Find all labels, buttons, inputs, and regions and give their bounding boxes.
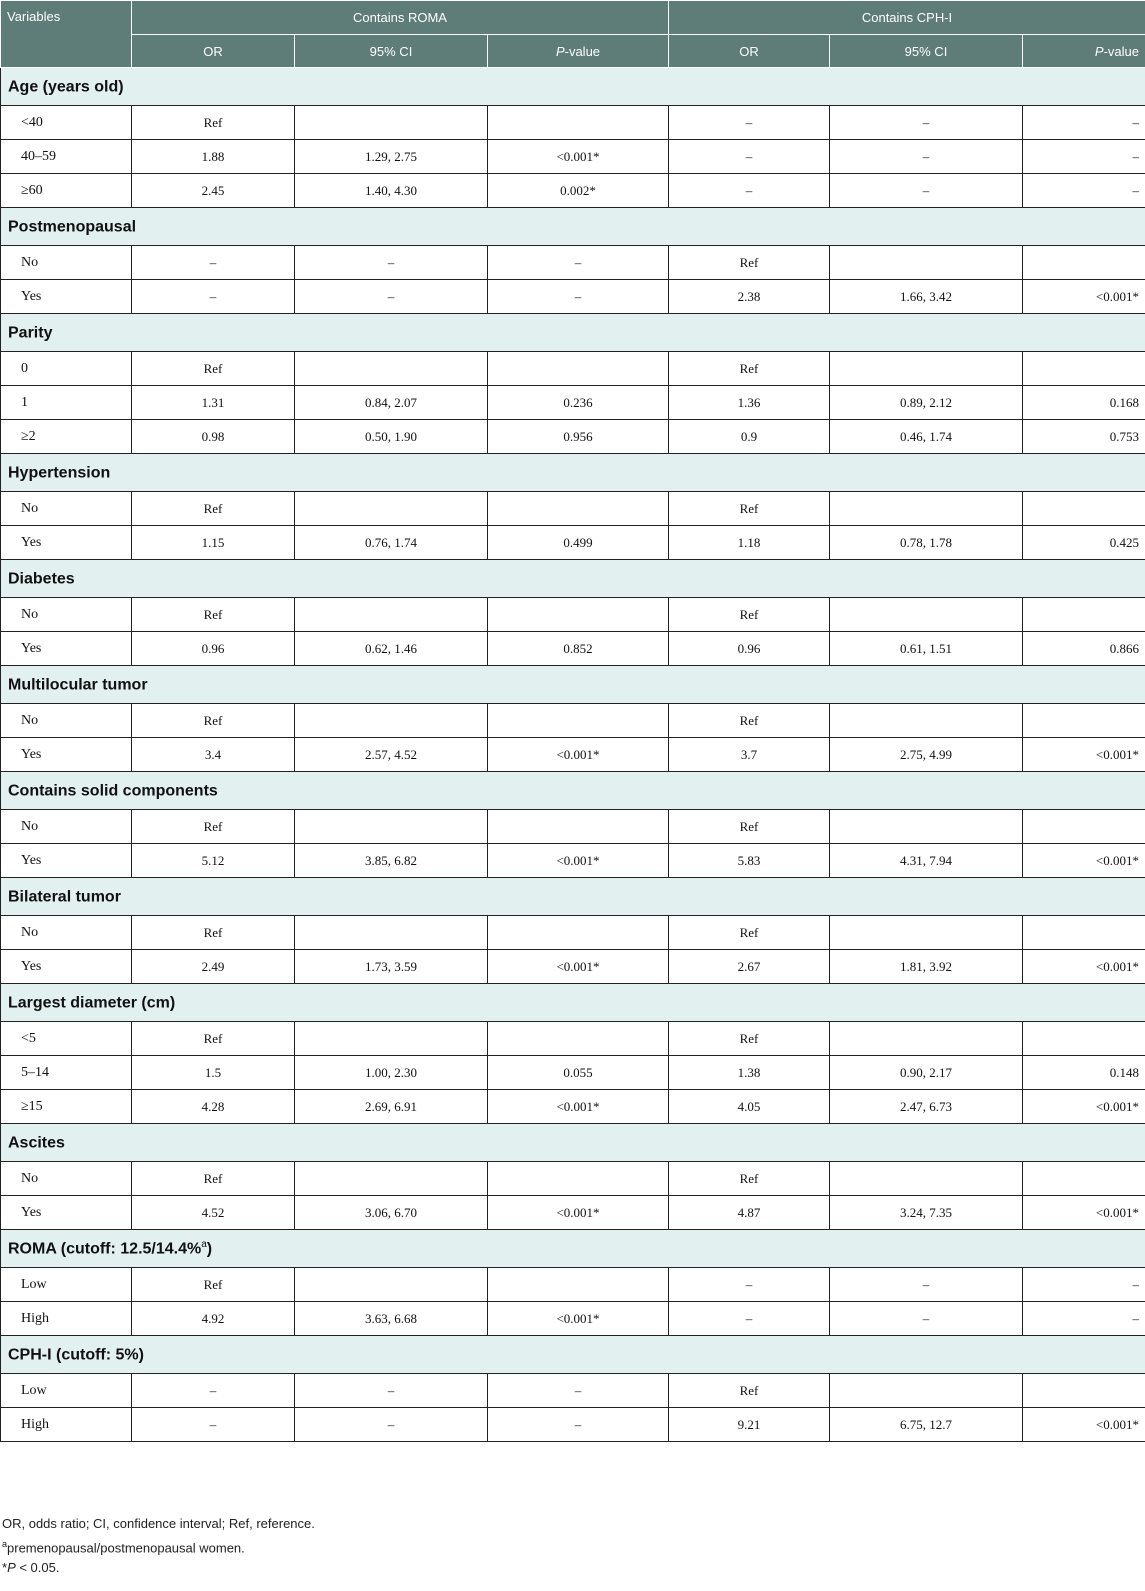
- variable-label-cell: High: [1, 1408, 132, 1442]
- cph-ci-cell: [830, 246, 1023, 280]
- section-title: [1, 560, 1145, 598]
- table-row: [1, 280, 1145, 314]
- section-header-row: [1, 984, 1145, 1022]
- cph-or-cell: Ref: [669, 246, 830, 280]
- cph-ci-cell: 0.78, 1.78: [830, 526, 1023, 560]
- section-title: [1, 772, 1145, 810]
- table-row: [1, 174, 1145, 208]
- roma-p-cell: [488, 492, 669, 526]
- section-header-row: [1, 1124, 1145, 1162]
- cph-or-cell: –: [669, 1268, 830, 1302]
- cph-or-cell: –: [669, 1302, 830, 1336]
- footnote-a: [2, 1534, 1145, 1558]
- roma-or-cell: Ref: [132, 1162, 295, 1196]
- roma-ci-cell: [295, 106, 488, 140]
- roma-ci-cell: 0.84, 2.07: [295, 386, 488, 420]
- roma-p-cell: [488, 1268, 669, 1302]
- roma-or-cell: Ref: [132, 916, 295, 950]
- roma-ci-cell: [295, 598, 488, 632]
- cph-p-cell: [1023, 1022, 1145, 1056]
- roma-or-cell: 4.28: [132, 1090, 295, 1124]
- section-header-row: [1, 68, 1145, 106]
- section-header-row: [1, 208, 1145, 246]
- variable-label-cell: High: [1, 1302, 132, 1336]
- table-row: [1, 1374, 1145, 1408]
- table-row: [1, 916, 1145, 950]
- cph-or-cell: –: [669, 106, 830, 140]
- section-title-text: Contains solid components: [8, 782, 218, 800]
- variable-label-cell: ≥2: [1, 420, 132, 454]
- variable-label-cell: Yes: [1, 280, 132, 314]
- section-title: [1, 314, 1145, 352]
- section-title: [1, 1336, 1145, 1374]
- roma-p-cell: <0.001*: [488, 1196, 669, 1230]
- footnote-a-text: premenopausal/postmenopausal women.: [7, 1540, 245, 1556]
- cph-p-cell: <0.001*: [1023, 1196, 1145, 1230]
- section-title-text: Parity: [8, 324, 53, 342]
- roma-p-cell: 0.002*: [488, 174, 669, 208]
- cph-or-cell: 0.9: [669, 420, 830, 454]
- section-header-row: [1, 772, 1145, 810]
- table-row: [1, 844, 1145, 878]
- cph-or-cell: Ref: [669, 352, 830, 386]
- roma-ci-cell: [295, 916, 488, 950]
- section-title-text: ROMA (cutoff: 12.5/14.4%: [8, 1240, 202, 1258]
- cph-or-cell: 1.36: [669, 386, 830, 420]
- cph-p-cell: [1023, 1374, 1145, 1408]
- variable-label-cell: Yes: [1, 526, 132, 560]
- variable-label-cell: <5: [1, 1022, 132, 1056]
- table-row: [1, 1162, 1145, 1196]
- table-row: [1, 1268, 1145, 1302]
- variable-label-cell: Low: [1, 1268, 132, 1302]
- roma-or-cell: 1.88: [132, 140, 295, 174]
- roma-or-cell: 0.98: [132, 420, 295, 454]
- section-title: [1, 1124, 1145, 1162]
- roma-p-cell: [488, 352, 669, 386]
- section-header-row: [1, 1336, 1145, 1374]
- table-row: [1, 1090, 1145, 1124]
- cph-ci-cell: 0.90, 2.17: [830, 1056, 1023, 1090]
- cph-ci-cell: [830, 916, 1023, 950]
- roma-or-cell: Ref: [132, 598, 295, 632]
- cph-or-cell: 2.67: [669, 950, 830, 984]
- table-row: [1, 1196, 1145, 1230]
- roma-ci-cell: 1.00, 2.30: [295, 1056, 488, 1090]
- cph-p-cell: 0.168: [1023, 386, 1145, 420]
- footnote-significance: [2, 1558, 1145, 1578]
- cph-or-cell: 0.96: [669, 632, 830, 666]
- cph-ci-cell: [830, 704, 1023, 738]
- roma-ci-cell: [295, 1162, 488, 1196]
- cph-ci-cell: [830, 1374, 1023, 1408]
- cph-p-cell: –: [1023, 174, 1145, 208]
- cph-or-cell: Ref: [669, 598, 830, 632]
- roma-p-cell: <0.001*: [488, 1302, 669, 1336]
- roma-or-cell: 2.45: [132, 174, 295, 208]
- cph-ci-cell: 1.81, 3.92: [830, 950, 1023, 984]
- variable-label-cell: ≥60: [1, 174, 132, 208]
- cph-ci-cell: –: [830, 106, 1023, 140]
- cph-ci-cell: 6.75, 12.7: [830, 1408, 1023, 1442]
- roma-p-header: [488, 35, 669, 68]
- cph-or-cell: 3.7: [669, 738, 830, 772]
- cph-or-cell: 1.18: [669, 526, 830, 560]
- table-row: [1, 1022, 1145, 1056]
- cph-p-cell: [1023, 246, 1145, 280]
- roma-p-cell: [488, 106, 669, 140]
- table-header: [1, 1, 1145, 68]
- table-row: [1, 1056, 1145, 1090]
- table-row: [1, 598, 1145, 632]
- variable-label-cell: Yes: [1, 632, 132, 666]
- roma-p-cell: <0.001*: [488, 950, 669, 984]
- table-row: [1, 704, 1145, 738]
- cph-p-header: [1023, 35, 1145, 68]
- cph-p-cell: [1023, 1162, 1145, 1196]
- cph-p-cell: 0.425: [1023, 526, 1145, 560]
- cph-p-cell: 0.753: [1023, 420, 1145, 454]
- contains-roma-header: Contains ROMA: [132, 1, 669, 35]
- table-row: [1, 386, 1145, 420]
- roma-p-cell: –: [488, 280, 669, 314]
- roma-p-cell: [488, 1162, 669, 1196]
- cph-ci-cell: [830, 492, 1023, 526]
- roma-or-cell: Ref: [132, 492, 295, 526]
- variable-label-cell: Yes: [1, 844, 132, 878]
- roma-ci-cell: 0.50, 1.90: [295, 420, 488, 454]
- roma-ci-cell: 1.40, 4.30: [295, 174, 488, 208]
- cph-or-cell: 5.83: [669, 844, 830, 878]
- roma-or-cell: Ref: [132, 352, 295, 386]
- roma-ci-cell: 1.29, 2.75: [295, 140, 488, 174]
- section-title-text: Hypertension: [8, 464, 111, 482]
- cph-ci-cell: 2.47, 6.73: [830, 1090, 1023, 1124]
- cph-ci-header: 95% CI: [830, 35, 1023, 68]
- section-header-row: [1, 560, 1145, 598]
- section-title-end: ): [206, 1240, 213, 1258]
- section-title: [1, 878, 1145, 916]
- section-title-text: Postmenopausal: [8, 218, 137, 236]
- footnote-star: *: [2, 1560, 8, 1576]
- roma-p-cell: [488, 704, 669, 738]
- footnote-p-rest: < 0.05.: [15, 1560, 60, 1576]
- cph-or-cell: 2.38: [669, 280, 830, 314]
- roma-ci-cell: [295, 492, 488, 526]
- cph-or-cell: 1.38: [669, 1056, 830, 1090]
- section-title-text: Ascites: [8, 1134, 65, 1152]
- roma-ci-cell: –: [295, 246, 488, 280]
- roma-p-cell: [488, 598, 669, 632]
- roma-or-cell: –: [132, 1408, 295, 1442]
- variable-label-cell: Low: [1, 1374, 132, 1408]
- cph-or-header: OR: [669, 35, 830, 68]
- variable-label-cell: Yes: [1, 738, 132, 772]
- roma-or-cell: 0.96: [132, 632, 295, 666]
- roma-or-cell: 2.49: [132, 950, 295, 984]
- roma-p-cell: <0.001*: [488, 1090, 669, 1124]
- section-title-text: CPH-I (cutoff: 5%): [8, 1346, 144, 1364]
- roma-ci-cell: –: [295, 1408, 488, 1442]
- table-row: [1, 810, 1145, 844]
- roma-or-cell: 3.4: [132, 738, 295, 772]
- cph-ci-cell: –: [830, 1268, 1023, 1302]
- roma-ci-cell: [295, 1022, 488, 1056]
- roma-ci-cell: [295, 810, 488, 844]
- cph-p-cell: [1023, 916, 1145, 950]
- roma-ci-cell: –: [295, 280, 488, 314]
- cph-p-cell: [1023, 810, 1145, 844]
- table-row: [1, 352, 1145, 386]
- cph-ci-cell: 3.24, 7.35: [830, 1196, 1023, 1230]
- roma-ci-cell: [295, 704, 488, 738]
- cph-p-cell: –: [1023, 1268, 1145, 1302]
- cph-or-cell: 4.87: [669, 1196, 830, 1230]
- roma-p-cell: [488, 1022, 669, 1056]
- cph-p-cell: –: [1023, 1302, 1145, 1336]
- roma-or-cell: –: [132, 1374, 295, 1408]
- variable-label-cell: 0: [1, 352, 132, 386]
- cph-p-cell: <0.001*: [1023, 280, 1145, 314]
- roma-ci-cell: 0.62, 1.46: [295, 632, 488, 666]
- cph-p-cell: [1023, 352, 1145, 386]
- cph-or-cell: Ref: [669, 704, 830, 738]
- roma-p-cell: 0.055: [488, 1056, 669, 1090]
- section-title: [1, 666, 1145, 704]
- roma-p-cell: –: [488, 1408, 669, 1442]
- roma-p-cell: [488, 916, 669, 950]
- cph-or-cell: –: [669, 174, 830, 208]
- cph-ci-cell: –: [830, 140, 1023, 174]
- contains-cph-header: Contains CPH-I: [669, 1, 1145, 35]
- variable-label-cell: No: [1, 246, 132, 280]
- table-row: [1, 738, 1145, 772]
- cph-ci-cell: [830, 1162, 1023, 1196]
- variable-label-cell: Yes: [1, 950, 132, 984]
- cph-ci-cell: [830, 810, 1023, 844]
- roma-ci-cell: 2.69, 6.91: [295, 1090, 488, 1124]
- roma-p-cell: <0.001*: [488, 844, 669, 878]
- section-title-text: Bilateral tumor: [8, 888, 121, 906]
- cph-ci-cell: –: [830, 1302, 1023, 1336]
- table-row: [1, 1408, 1145, 1442]
- roma-ci-cell: 2.57, 4.52: [295, 738, 488, 772]
- cph-ci-cell: [830, 598, 1023, 632]
- section-title-text: Multilocular tumor: [8, 676, 148, 694]
- table-row: [1, 140, 1145, 174]
- roma-p-cell: <0.001*: [488, 140, 669, 174]
- roma-or-cell: Ref: [132, 704, 295, 738]
- cph-p-cell: <0.001*: [1023, 738, 1145, 772]
- roma-or-header: OR: [132, 35, 295, 68]
- roma-p-cell: 0.236: [488, 386, 669, 420]
- cph-ci-cell: 0.61, 1.51: [830, 632, 1023, 666]
- p-italic: P: [1094, 43, 1104, 59]
- footnote-p-italic: P: [7, 1560, 16, 1576]
- cph-or-cell: Ref: [669, 492, 830, 526]
- cph-ci-cell: 1.66, 3.42: [830, 280, 1023, 314]
- cph-p-cell: 0.148: [1023, 1056, 1145, 1090]
- cph-or-cell: Ref: [669, 810, 830, 844]
- roma-or-cell: 1.15: [132, 526, 295, 560]
- section-title: [1, 454, 1145, 492]
- cph-ci-cell: –: [830, 174, 1023, 208]
- section-title: [1, 68, 1145, 106]
- roma-or-cell: Ref: [132, 1022, 295, 1056]
- variable-label-cell: No: [1, 1162, 132, 1196]
- section-title: [1, 984, 1145, 1022]
- table-footnotes: [0, 1514, 1145, 1578]
- roma-or-cell: 4.92: [132, 1302, 295, 1336]
- roma-or-cell: –: [132, 280, 295, 314]
- cph-p-cell: <0.001*: [1023, 950, 1145, 984]
- variable-label-cell: No: [1, 916, 132, 950]
- section-title-superscript: a: [201, 1238, 207, 1250]
- cph-p-cell: <0.001*: [1023, 1090, 1145, 1124]
- roma-ci-cell: [295, 1268, 488, 1302]
- roma-p-cell: –: [488, 246, 669, 280]
- roma-or-cell: Ref: [132, 810, 295, 844]
- roma-or-cell: 4.52: [132, 1196, 295, 1230]
- cph-p-cell: [1023, 704, 1145, 738]
- cph-ci-cell: 2.75, 4.99: [830, 738, 1023, 772]
- table-row: [1, 526, 1145, 560]
- roma-or-cell: 1.31: [132, 386, 295, 420]
- roma-p-cell: [488, 810, 669, 844]
- table-row: [1, 632, 1145, 666]
- cph-p-cell: <0.001*: [1023, 844, 1145, 878]
- section-header-row: [1, 878, 1145, 916]
- section-title-text: Diabetes: [8, 570, 75, 588]
- footnote-a-mark: a: [2, 1539, 8, 1549]
- roma-p-cell: <0.001*: [488, 738, 669, 772]
- variable-label-cell: ≥15: [1, 1090, 132, 1124]
- roma-ci-cell: 3.06, 6.70: [295, 1196, 488, 1230]
- roma-or-cell: Ref: [132, 1268, 295, 1302]
- table-body: [1, 68, 1145, 1442]
- cph-p-cell: 0.866: [1023, 632, 1145, 666]
- section-title-text: Largest diameter (cm): [8, 994, 176, 1012]
- section-header-row: [1, 1230, 1145, 1268]
- cph-ci-cell: 0.46, 1.74: [830, 420, 1023, 454]
- variable-label-cell: 40–59: [1, 140, 132, 174]
- cph-or-cell: Ref: [669, 1374, 830, 1408]
- p-rest: -value: [1103, 43, 1139, 59]
- section-header-row: [1, 454, 1145, 492]
- cph-or-cell: 4.05: [669, 1090, 830, 1124]
- roma-or-cell: –: [132, 246, 295, 280]
- table-row: [1, 950, 1145, 984]
- roma-ci-cell: 3.63, 6.68: [295, 1302, 488, 1336]
- roma-ci-cell: [295, 352, 488, 386]
- variable-label-cell: No: [1, 810, 132, 844]
- variable-label-cell: No: [1, 704, 132, 738]
- variable-label-cell: <40: [1, 106, 132, 140]
- p-rest: -value: [564, 43, 601, 59]
- cph-or-cell: Ref: [669, 916, 830, 950]
- cph-ci-cell: 0.89, 2.12: [830, 386, 1023, 420]
- cph-ci-cell: [830, 352, 1023, 386]
- cph-p-cell: –: [1023, 140, 1145, 174]
- variable-label-cell: Yes: [1, 1196, 132, 1230]
- variable-label-cell: 1: [1, 386, 132, 420]
- cph-p-cell: [1023, 598, 1145, 632]
- table-row: [1, 246, 1145, 280]
- cph-ci-cell: [830, 1022, 1023, 1056]
- section-title: [1, 208, 1145, 246]
- variable-label-cell: No: [1, 492, 132, 526]
- roma-p-cell: 0.956: [488, 420, 669, 454]
- cph-p-cell: <0.001*: [1023, 1408, 1145, 1442]
- section-header-row: [1, 314, 1145, 352]
- variables-header: Variables: [1, 1, 132, 68]
- roma-ci-cell: 0.76, 1.74: [295, 526, 488, 560]
- cph-or-cell: –: [669, 140, 830, 174]
- section-header-row: [1, 666, 1145, 704]
- variable-label-cell: No: [1, 598, 132, 632]
- roma-ci-cell: 1.73, 3.59: [295, 950, 488, 984]
- roma-ci-cell: –: [295, 1374, 488, 1408]
- variable-label-cell: 5–14: [1, 1056, 132, 1090]
- table-row: [1, 1302, 1145, 1336]
- roma-ci-header: 95% CI: [295, 35, 488, 68]
- roma-or-cell: 1.5: [132, 1056, 295, 1090]
- cph-or-cell: 9.21: [669, 1408, 830, 1442]
- section-title: [1, 1230, 1145, 1268]
- roma-ci-cell: 3.85, 6.82: [295, 844, 488, 878]
- cph-or-cell: Ref: [669, 1022, 830, 1056]
- roma-p-cell: –: [488, 1374, 669, 1408]
- cph-ci-cell: 4.31, 7.94: [830, 844, 1023, 878]
- roma-p-cell: 0.852: [488, 632, 669, 666]
- roma-or-cell: 5.12: [132, 844, 295, 878]
- section-title-text: Age (years old): [8, 78, 124, 96]
- table-row: [1, 106, 1145, 140]
- roma-or-cell: Ref: [132, 106, 295, 140]
- roma-p-cell: 0.499: [488, 526, 669, 560]
- p-italic: P: [555, 43, 565, 59]
- table-row: [1, 420, 1145, 454]
- table-row: [1, 492, 1145, 526]
- cph-p-cell: –: [1023, 106, 1145, 140]
- footnote-abbreviations: OR, odds ratio; CI, confidence interval; Ref, reference.: [2, 1516, 315, 1531]
- cph-or-cell: Ref: [669, 1162, 830, 1196]
- cph-p-cell: [1023, 492, 1145, 526]
